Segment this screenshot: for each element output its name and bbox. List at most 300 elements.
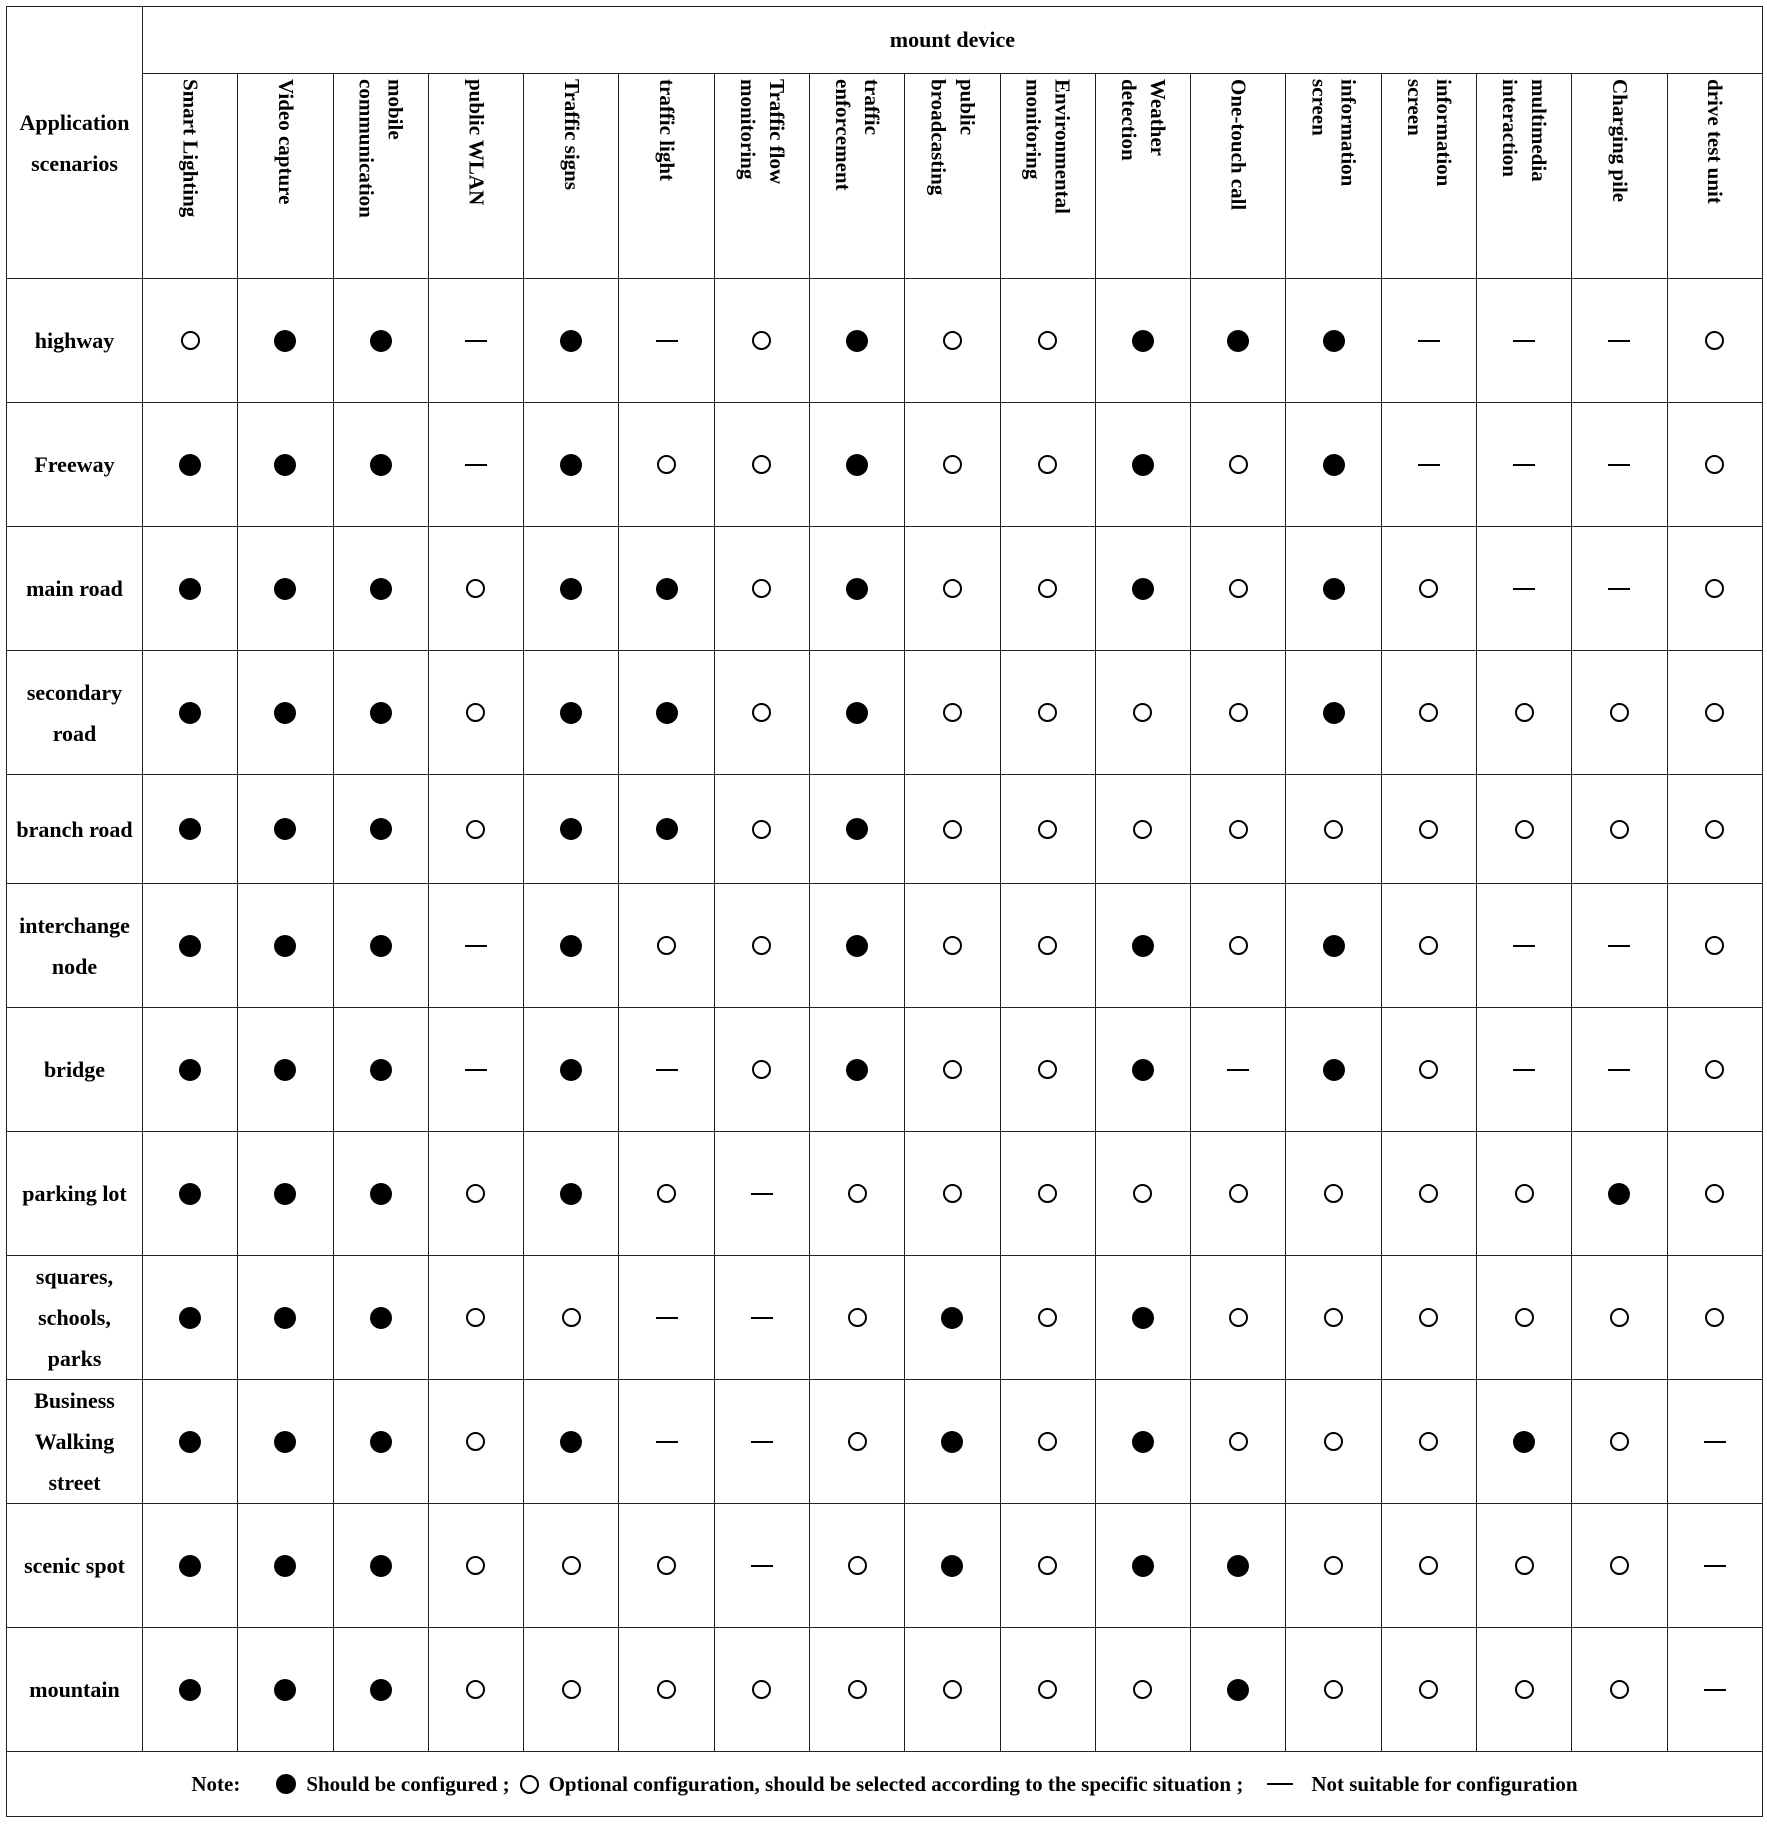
table-cell xyxy=(905,1628,1000,1752)
open-circle-icon xyxy=(1038,455,1057,474)
dash-icon xyxy=(1608,340,1630,342)
filled-circle-icon xyxy=(1323,702,1345,724)
open-circle-icon xyxy=(1705,331,1724,350)
open-circle-icon xyxy=(1324,820,1343,839)
table-cell xyxy=(333,1256,428,1380)
filled-circle-icon xyxy=(1132,1059,1154,1081)
table-cell xyxy=(143,1132,238,1256)
filled-circle-icon xyxy=(370,1555,392,1577)
legend xyxy=(7,1772,1762,1797)
legend-optional-label: Optional configuration, should be selected according to the specific situation ; xyxy=(548,1771,1244,1796)
filled-circle-icon xyxy=(560,578,582,600)
open-circle-icon xyxy=(1515,1556,1534,1575)
column-header xyxy=(1095,74,1190,279)
table-cell xyxy=(333,651,428,775)
open-circle-icon xyxy=(943,331,962,350)
device-config-matrix xyxy=(6,6,1762,1817)
table-cell xyxy=(428,1132,523,1256)
column-header xyxy=(714,74,809,279)
open-circle-icon xyxy=(1610,1680,1629,1699)
dash-icon xyxy=(656,1069,678,1071)
table-cell xyxy=(619,527,714,651)
table-cell xyxy=(1000,1008,1095,1132)
table-cell xyxy=(714,527,809,651)
table-cell xyxy=(1095,279,1190,403)
table-cell xyxy=(905,279,1000,403)
table-cell xyxy=(524,1132,619,1256)
table-cell xyxy=(1381,884,1476,1008)
table-cell xyxy=(1286,1132,1381,1256)
table-cell xyxy=(1000,1504,1095,1628)
open-circle-icon xyxy=(1610,1556,1629,1575)
open-circle-icon xyxy=(1229,820,1248,839)
table-cell xyxy=(333,884,428,1008)
table-cell xyxy=(1191,403,1286,527)
table-cell xyxy=(143,651,238,775)
table-row xyxy=(7,1628,1763,1752)
open-circle-icon xyxy=(1133,1680,1152,1699)
table-cell xyxy=(619,279,714,403)
table-cell xyxy=(619,1628,714,1752)
filled-circle-icon xyxy=(274,578,296,600)
column-header xyxy=(1572,74,1667,279)
open-circle-icon xyxy=(752,579,771,598)
legend-full-label: Should be configured ; xyxy=(306,1771,510,1796)
dash-icon xyxy=(1267,1783,1293,1785)
open-circle-icon xyxy=(943,703,962,722)
open-circle-icon xyxy=(562,1308,581,1327)
dash-icon xyxy=(1418,340,1440,342)
table-cell xyxy=(333,1380,428,1504)
open-circle-icon xyxy=(1610,703,1629,722)
table-cell xyxy=(333,527,428,651)
table-cell xyxy=(1286,1628,1381,1752)
filled-circle-icon xyxy=(1323,454,1345,476)
filled-circle-icon xyxy=(179,1307,201,1329)
open-circle-icon xyxy=(466,1432,485,1451)
table-cell xyxy=(238,651,333,775)
filled-circle-icon xyxy=(179,1059,201,1081)
open-circle-icon xyxy=(466,1184,485,1203)
open-circle-icon xyxy=(943,1060,962,1079)
table-cell xyxy=(1095,775,1190,884)
row-label: Freeway xyxy=(7,403,143,527)
open-circle-icon xyxy=(943,820,962,839)
open-circle-icon xyxy=(752,331,771,350)
open-circle-icon xyxy=(1419,703,1438,722)
table-cell xyxy=(1667,403,1762,527)
dash-icon xyxy=(751,1193,773,1195)
open-circle-icon xyxy=(1419,1556,1438,1575)
open-circle-icon xyxy=(1229,936,1248,955)
filled-circle-icon xyxy=(370,1431,392,1453)
column-header-label: Video capture xyxy=(273,78,298,204)
table-cell xyxy=(1476,1132,1571,1256)
table-cell xyxy=(1572,1132,1667,1256)
filled-circle-icon xyxy=(846,702,868,724)
open-circle-icon xyxy=(1419,1432,1438,1451)
open-circle-icon xyxy=(1038,1680,1057,1699)
table-cell xyxy=(619,1132,714,1256)
table-cell xyxy=(1095,651,1190,775)
open-circle-icon xyxy=(657,1184,676,1203)
column-header-label: Smart Lighting xyxy=(178,78,203,217)
table-cell xyxy=(1667,884,1762,1008)
open-circle-icon xyxy=(1229,455,1248,474)
table-cell xyxy=(1476,651,1571,775)
dash-icon xyxy=(465,464,487,466)
filled-circle-icon xyxy=(370,454,392,476)
table-cell xyxy=(809,1628,904,1752)
filled-circle-icon xyxy=(1227,1555,1249,1577)
open-circle-icon xyxy=(943,1184,962,1203)
open-circle-icon xyxy=(1705,1308,1724,1327)
filled-circle-icon xyxy=(370,935,392,957)
table-cell xyxy=(1572,1504,1667,1628)
table-cell xyxy=(1191,1008,1286,1132)
table-cell xyxy=(1191,1256,1286,1380)
filled-circle-icon xyxy=(846,935,868,957)
filled-circle-icon xyxy=(274,454,296,476)
table-cell xyxy=(1667,1256,1762,1380)
filled-circle-icon xyxy=(274,330,296,352)
table-cell xyxy=(1191,884,1286,1008)
table-cell xyxy=(1476,1504,1571,1628)
column-header-label: One-touch call xyxy=(1226,78,1251,210)
filled-circle-icon xyxy=(274,1307,296,1329)
open-circle-icon xyxy=(848,1680,867,1699)
table-cell xyxy=(428,1504,523,1628)
table-cell xyxy=(143,279,238,403)
open-circle-icon xyxy=(1419,579,1438,598)
table-cell xyxy=(1476,403,1571,527)
table-cell xyxy=(1381,527,1476,651)
column-header-label: Charging pile xyxy=(1607,78,1632,202)
open-circle-icon xyxy=(1705,703,1724,722)
table-cell xyxy=(1572,527,1667,651)
table-cell xyxy=(1286,527,1381,651)
legend-cell xyxy=(7,1752,1763,1817)
table-cell xyxy=(1667,1132,1762,1256)
open-circle-icon xyxy=(848,1308,867,1327)
table-cell xyxy=(714,1256,809,1380)
filled-circle-icon xyxy=(941,1555,963,1577)
column-header xyxy=(619,74,714,279)
open-circle-icon xyxy=(1515,1680,1534,1699)
table-cell xyxy=(238,403,333,527)
table-cell xyxy=(1667,279,1762,403)
table-cell xyxy=(1000,279,1095,403)
table-cell xyxy=(524,279,619,403)
open-circle-icon xyxy=(1229,1184,1248,1203)
filled-circle-icon xyxy=(941,1431,963,1453)
open-circle-icon xyxy=(657,455,676,474)
table-cell xyxy=(905,403,1000,527)
filled-circle-icon xyxy=(656,818,678,840)
row-label: branch road xyxy=(7,775,143,884)
table-cell xyxy=(1667,651,1762,775)
table-cell xyxy=(1286,1504,1381,1628)
table-cell xyxy=(238,1256,333,1380)
open-circle-icon xyxy=(752,820,771,839)
table-cell xyxy=(428,1628,523,1752)
filled-circle-icon xyxy=(656,578,678,600)
filled-circle-icon xyxy=(846,330,868,352)
table-cell xyxy=(524,1380,619,1504)
table-cell xyxy=(428,279,523,403)
open-circle-icon xyxy=(752,1680,771,1699)
table-cell xyxy=(714,775,809,884)
filled-circle-icon xyxy=(179,1555,201,1577)
table-row xyxy=(7,775,1763,884)
table-cell xyxy=(524,651,619,775)
table-cell xyxy=(1095,1256,1190,1380)
table-cell xyxy=(1476,1628,1571,1752)
open-circle-icon xyxy=(943,936,962,955)
open-circle-icon xyxy=(657,936,676,955)
column-header xyxy=(428,74,523,279)
open-circle-icon xyxy=(1515,820,1534,839)
table-cell xyxy=(1286,651,1381,775)
filled-circle-icon xyxy=(179,578,201,600)
open-circle-icon xyxy=(1419,820,1438,839)
table-cell xyxy=(905,1132,1000,1256)
open-circle-icon xyxy=(848,1432,867,1451)
column-header-label: public WLAN xyxy=(464,78,489,205)
open-circle-icon xyxy=(1705,1060,1724,1079)
open-circle-icon xyxy=(466,579,485,598)
table-cell xyxy=(619,1256,714,1380)
open-circle-icon xyxy=(1229,1308,1248,1327)
column-header xyxy=(143,74,238,279)
open-circle-icon xyxy=(181,331,200,350)
table-cell xyxy=(809,1504,904,1628)
table-cell xyxy=(238,1132,333,1256)
table-cell xyxy=(1000,651,1095,775)
row-label: bridge xyxy=(7,1008,143,1132)
table-cell xyxy=(1286,775,1381,884)
table-cell xyxy=(143,1008,238,1132)
table-cell xyxy=(1476,775,1571,884)
table-cell xyxy=(1000,527,1095,651)
filled-circle-icon xyxy=(370,578,392,600)
dash-icon xyxy=(656,1317,678,1319)
open-circle-icon xyxy=(1610,820,1629,839)
scenario-header: Application scenarios xyxy=(7,7,143,279)
open-circle-icon xyxy=(1419,1060,1438,1079)
column-header xyxy=(1381,74,1476,279)
dash-icon xyxy=(656,1441,678,1443)
table-cell xyxy=(809,527,904,651)
filled-circle-icon xyxy=(370,1679,392,1701)
column-header-label: Traffic flow monitoring xyxy=(735,78,789,184)
open-circle-icon xyxy=(1610,1432,1629,1451)
filled-circle-icon xyxy=(846,818,868,840)
open-circle-icon xyxy=(1038,1184,1057,1203)
open-circle-icon xyxy=(752,455,771,474)
filled-circle-icon xyxy=(370,818,392,840)
filled-circle-icon xyxy=(560,818,582,840)
table-cell xyxy=(1572,403,1667,527)
table-cell xyxy=(333,1504,428,1628)
table-cell xyxy=(1381,1008,1476,1132)
filled-circle-icon xyxy=(560,1059,582,1081)
table-cell xyxy=(238,527,333,651)
table-row xyxy=(7,1008,1763,1132)
row-label: parking lot xyxy=(7,1132,143,1256)
filled-circle-icon xyxy=(1132,454,1154,476)
dash-icon xyxy=(1704,1565,1726,1567)
column-header-label: drive test unit xyxy=(1703,78,1728,204)
dash-icon xyxy=(1608,945,1630,947)
open-circle-icon xyxy=(1705,1184,1724,1203)
open-circle-icon xyxy=(1419,936,1438,955)
table-cell xyxy=(1000,775,1095,884)
legend-none-label: Not suitable for configuration xyxy=(1311,1771,1578,1796)
open-circle-icon xyxy=(1705,936,1724,955)
table-cell xyxy=(1667,1504,1762,1628)
table-cell xyxy=(1476,279,1571,403)
filled-circle-icon xyxy=(370,1059,392,1081)
filled-circle-icon xyxy=(179,1679,201,1701)
filled-circle-icon xyxy=(1132,935,1154,957)
table-cell xyxy=(1000,403,1095,527)
table-cell xyxy=(143,1256,238,1380)
table-cell xyxy=(714,651,809,775)
open-circle-icon xyxy=(1038,579,1057,598)
dash-icon xyxy=(751,1441,773,1443)
table-cell xyxy=(428,1380,523,1504)
table-cell xyxy=(1286,1008,1381,1132)
open-circle-icon xyxy=(1324,1432,1343,1451)
filled-circle-icon xyxy=(274,818,296,840)
open-circle-icon xyxy=(562,1556,581,1575)
open-circle-icon xyxy=(1515,703,1534,722)
table-cell xyxy=(524,1504,619,1628)
table-cell xyxy=(1572,1008,1667,1132)
table-cell xyxy=(714,1132,809,1256)
open-circle-icon xyxy=(1324,1556,1343,1575)
table-cell xyxy=(1000,1380,1095,1504)
open-circle-icon xyxy=(1324,1184,1343,1203)
dash-icon xyxy=(1704,1689,1726,1691)
table-cell xyxy=(1381,1504,1476,1628)
dash-icon xyxy=(1513,945,1535,947)
filled-circle-icon xyxy=(276,1774,296,1794)
column-header-label: multimedia interaction xyxy=(1498,78,1552,182)
table-cell xyxy=(1286,884,1381,1008)
table-cell xyxy=(1572,1256,1667,1380)
filled-circle-icon xyxy=(274,935,296,957)
row-label: mountain xyxy=(7,1628,143,1752)
open-circle-icon xyxy=(1038,331,1057,350)
table-cell xyxy=(1191,1380,1286,1504)
filled-circle-icon xyxy=(846,578,868,600)
open-circle-icon xyxy=(1133,1184,1152,1203)
table-cell xyxy=(809,1256,904,1380)
table-cell xyxy=(143,1628,238,1752)
dash-icon xyxy=(465,1069,487,1071)
table-cell xyxy=(619,884,714,1008)
filled-circle-icon xyxy=(1608,1183,1630,1205)
table-cell xyxy=(1191,527,1286,651)
table-cell xyxy=(143,775,238,884)
row-label: scenic spot xyxy=(7,1504,143,1628)
table-row xyxy=(7,884,1763,1008)
open-circle-icon xyxy=(848,1556,867,1575)
filled-circle-icon xyxy=(370,1183,392,1205)
column-header-label: Environmental monitoring xyxy=(1021,78,1075,214)
table-row xyxy=(7,651,1763,775)
table-cell xyxy=(524,403,619,527)
table-cell xyxy=(143,1380,238,1504)
filled-circle-icon xyxy=(179,454,201,476)
table-row xyxy=(7,279,1763,403)
column-header xyxy=(333,74,428,279)
filled-circle-icon xyxy=(1132,1431,1154,1453)
table-cell xyxy=(1286,1256,1381,1380)
filled-circle-icon xyxy=(560,1431,582,1453)
filled-circle-icon xyxy=(560,454,582,476)
table-cell xyxy=(1572,1380,1667,1504)
filled-circle-icon xyxy=(274,1059,296,1081)
open-circle-icon xyxy=(1038,820,1057,839)
filled-circle-icon xyxy=(560,702,582,724)
table-cell xyxy=(714,1504,809,1628)
dash-icon xyxy=(751,1317,773,1319)
open-circle-icon xyxy=(1229,1432,1248,1451)
open-circle-icon xyxy=(1705,455,1724,474)
column-header xyxy=(1667,74,1762,279)
column-header xyxy=(905,74,1000,279)
column-header xyxy=(524,74,619,279)
column-header xyxy=(1000,74,1095,279)
filled-circle-icon xyxy=(274,1679,296,1701)
table-cell xyxy=(238,884,333,1008)
table-cell xyxy=(1095,1380,1190,1504)
dash-icon xyxy=(465,945,487,947)
table-row xyxy=(7,527,1763,651)
table-cell xyxy=(333,1628,428,1752)
column-header xyxy=(1476,74,1571,279)
table-cell xyxy=(809,279,904,403)
legend-prefix: Note: xyxy=(191,1771,241,1796)
table-cell xyxy=(1667,527,1762,651)
column-header-label: Traffic signs xyxy=(559,78,584,190)
column-header-label: Weather detection xyxy=(1116,78,1170,161)
table-cell xyxy=(524,1256,619,1380)
table-cell xyxy=(1572,651,1667,775)
table-cell xyxy=(809,1132,904,1256)
filled-circle-icon xyxy=(370,1307,392,1329)
filled-circle-icon xyxy=(560,935,582,957)
table-cell xyxy=(1095,884,1190,1008)
table-cell xyxy=(333,775,428,884)
table-cell xyxy=(1381,775,1476,884)
filled-circle-icon xyxy=(370,330,392,352)
table-cell xyxy=(809,403,904,527)
open-circle-icon xyxy=(1038,1556,1057,1575)
open-circle-icon xyxy=(466,1680,485,1699)
filled-circle-icon xyxy=(941,1307,963,1329)
table-row xyxy=(7,403,1763,527)
open-circle-icon xyxy=(752,936,771,955)
dash-icon xyxy=(1513,340,1535,342)
table-cell xyxy=(1667,1380,1762,1504)
table-cell xyxy=(333,1008,428,1132)
table-cell xyxy=(1572,884,1667,1008)
table-cell xyxy=(1095,1628,1190,1752)
